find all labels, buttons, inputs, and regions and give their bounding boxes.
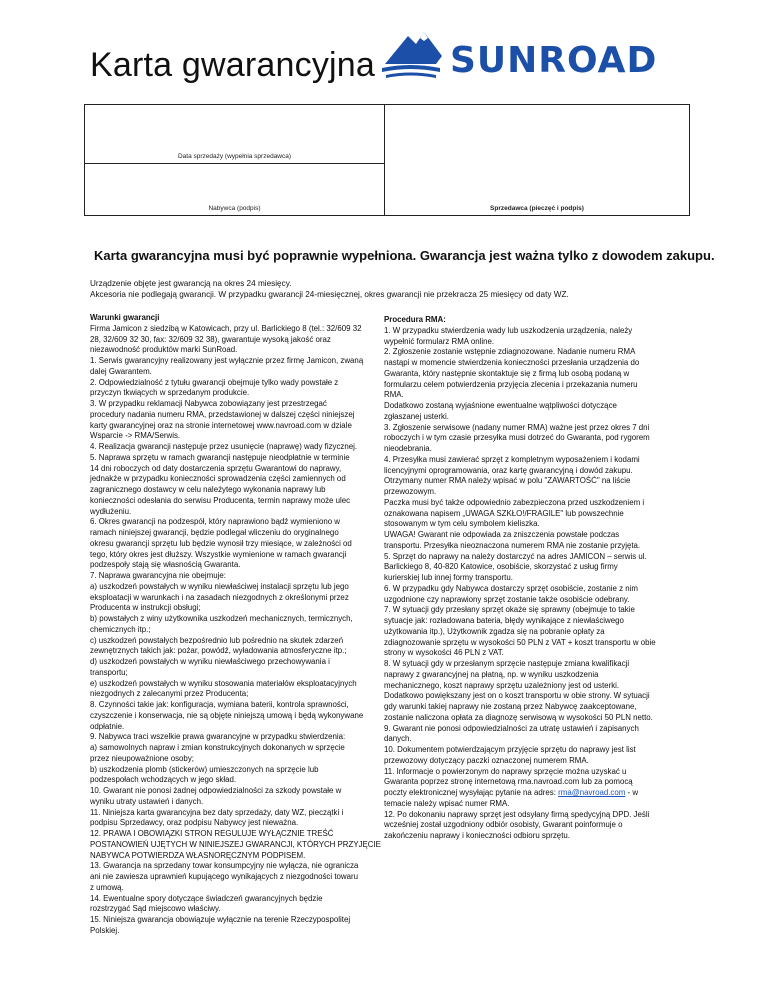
procedure-line: Paczka musi być także odpowiednio zabezpieczona przed uszkodzeniem i	[384, 497, 645, 507]
sale-form	[84, 104, 690, 216]
terms-line: c) uszkodzeń powstałych bezpośrednio lub pośrednio na skutek zdarzeń	[90, 635, 344, 645]
procedure-line: gdy warunki takiej naprawy nie zostaną przez Nabywcę zaakceptowane,	[384, 702, 637, 711]
terms-line: a) uszkodzeń powstałych w wyniku niewłaściwej instalacji sprzętu lub jego	[90, 581, 349, 591]
terms-line: niezawodność produktów marki SunRoad.	[90, 345, 238, 355]
terms-line: jednakże w przypadku konieczności sprowadzenia części zamiennych od	[90, 474, 346, 484]
terms-line: a) samowolnych napraw i zmian konstrukcyjnych dokonanych w sprzęcie	[90, 743, 345, 752]
procedure-line: przewozowym.	[384, 487, 437, 496]
procedure-line: nastąpi w momencie stwierdzenia konieczności przesłania urządzenia do	[384, 358, 640, 367]
buyer-signature-label: Nabywca (podpis)	[208, 205, 261, 212]
terms-line: rozstrzygać Sąd miejscowo właściwy.	[90, 904, 221, 914]
procedure-line: RMA.	[384, 390, 404, 400]
terms-line: dalej Gwarantem.	[90, 366, 152, 376]
terms-line: 13. Gwarancja na sprzedany towar konsumpcyjny nie wyłącza, nie ogranicza	[90, 861, 359, 871]
procedure-line: oznakowana napisem „UWAGA SZKŁO!/FRAGILE" lub powszechnie	[384, 508, 624, 518]
terms-line: 3. W przypadku reklamacji Nabywca zobowiązany jest przestrzegać	[90, 399, 327, 408]
terms-line: odpłatnie.	[90, 721, 125, 731]
terms-line: e) uszkodzeń powstałych w wyniku stosowania materiałów eksploatacyjnych	[90, 678, 357, 688]
terms-line: 4. Realizacja gwarancji następuje przez usunięcie (naprawę) wady fizycznej.	[90, 442, 358, 451]
procedure-text: poczty elektronicznej wysyłając pytanie na adres:	[384, 788, 559, 797]
procedure-line: 1. W przypadku stwierdzenia wady lub uszkodzenia urządzenia, należy	[384, 325, 633, 335]
procedure-line: zakończeniu naprawy i konieczności odbioru sprzętu.	[384, 831, 570, 840]
terms-line: d) uszkodzeń powstałych w wyniku niewłaściwego przechowywania i	[90, 657, 330, 666]
procedure-line: zostanie naliczona opłata za diagnozę serwisową w wysokości 50 PLN netto.	[384, 712, 653, 722]
procedure-line: danych.	[384, 734, 412, 744]
terms-line: b) powstałych z winy użytkownika uszkodzeń mechanicznych, termicznych,	[90, 614, 353, 623]
terms-line: Firma Jamicon z siedzibą w Katowicach, przy ul. Barlickiego 8 (tel.: 32/609 32	[90, 323, 362, 333]
terms-line: zewnętrznych takich jak: pożar, powódź, wyładowania atmosferyczne itp.;	[90, 646, 347, 656]
terms-line: 12. PRAWA I OBOWIĄZKI STRON REGULUJE WYŁĄCZNIE TREŚĆ	[90, 829, 334, 838]
terms-line: przyczyn tkwiących w sprzedanym produkcie.	[90, 388, 250, 398]
terms-line: ani nie zawiesza uprawnień kupującego wynikających z niezgodności towaru	[90, 872, 358, 881]
procedure-text: - w	[625, 788, 639, 797]
procedure-line: użytkowania itp.), Użytkownik zgadza się na pobranie opłaty za	[384, 626, 605, 636]
procedure-line: 4. Przesyłka musi zawierać sprzęt z kompletnym wyposażeniem i kodami	[384, 454, 640, 464]
logo-text: SUNROAD	[450, 40, 658, 81]
terms-line: 11. Niniejsza karta gwarancyjna bez daty sprzedaży, daty WZ, pieczątki i	[90, 807, 344, 817]
procedure-line: mechanicznego, koszt naprawy sprzętu uzależniony jest od usterki.	[384, 680, 620, 690]
procedure-line: sytuacje jak: rozładowana bateria, błędy wynikające z niewłaściwego	[384, 616, 624, 625]
terms-line: okresu gwarancji sprzętu lub będzie wynosił trzy miesiące, w zależności od	[90, 538, 352, 548]
procedure-line: zgłaszanej usterki.	[384, 411, 449, 421]
terms-line: Polskiej.	[90, 925, 120, 935]
procedure-line: przewozowy dotyczący paczki oznaczonej numerem RMA.	[384, 755, 589, 765]
procedure-line: 10. Dokumentem potwierdzającym przyjęcie sprzętu do naprawy jest list	[384, 745, 636, 754]
terms-line: podzespołach wchodzących w jego skład.	[90, 775, 237, 785]
procedure-line: Otrzymany numer RMA należy wpisać w polu "ZAWARTOŚĆ" na liście	[384, 476, 631, 486]
terms-line: 14 dni roboczych od daty dostarczenia sprzętu Gwarantowi do naprawy,	[90, 463, 342, 473]
terms-line: podpisu Sprzedawcy, oraz podpisu Nabywcy jest nieważna.	[90, 818, 299, 828]
procedure-line: Dodatkowo zostaną wyjaśnione ewentualne wątpliwości dotyczące	[384, 401, 617, 410]
terms-line: 7. Naprawa gwarancyjna nie obejmuje:	[90, 571, 226, 580]
terms-line: 15. Niniejsza gwarancja obowiązuje wyłącznie na terenie Rzeczypospolitej	[90, 915, 351, 924]
procedure-line	[384, 788, 690, 799]
rma-email-link[interactable]: rma@navroad.com	[558, 788, 626, 797]
procedure-line: transportu. Przesyłka nieoznaczona numerem RMA nie zostanie przyjęta.	[384, 540, 641, 550]
procedure-line: zdiagnozowanie sprzętu w wysokości 50 PLN z VAT + koszt transportu w obie	[384, 637, 656, 647]
form-left-column	[85, 105, 385, 215]
procedure-line: UWAGA! Gwarant nie odpowiada za zniszczenia powstałe podczas	[384, 530, 620, 539]
terms-line: procedury nadania numeru RMA, przedstawionej w dalszej części niniejszej	[90, 409, 355, 419]
terms-line: NABYWCA POTWIERDZA WŁASNORĘCZNYM PODPISEM.	[90, 850, 306, 860]
terms-line: 9. Nabywca traci wszelkie prawa gwarancyjne w przypadku stwierdzenia:	[90, 732, 346, 742]
procedure-line: nieodebrania.	[384, 444, 432, 453]
terms-line: 10. Gwarant nie ponosi żadnej odpowiedzialności za szkody powstałe w	[90, 786, 342, 795]
mountain-icon	[380, 22, 680, 92]
terms-line: POSTANOWIEŃ UJĘTYCH W NINIEJSZEJ GWARANCJI, KTÓRYCH PRZYJĘCIE	[90, 839, 381, 849]
procedure-line: 6. W przypadku gdy Nabywca dostarczy sprzęt osobiście, zostanie z nim	[384, 583, 638, 593]
terms-line: 2. Odpowiedzialność z tytułu gwarancji obejmuje tylko wady powstałe z	[90, 377, 339, 387]
procedure-line: formularzu celem potwierdzenia przyjęcia zlecenia i przekazania numeru	[384, 379, 638, 389]
terms-line: 8. Czynności takie jak: konfiguracja, wymiana baterii, kontrola sprawności,	[90, 700, 349, 709]
procedure-line: kurierskiej lub innej formy transportu.	[384, 573, 513, 582]
terms-line: podzespoły stają się własnością Gwaranta.	[90, 560, 241, 570]
terms-line: tego, który okres jest dłuższy. Wszystkie wymienione w ramach gwarancji	[90, 549, 347, 559]
procedure-line: 2. Zgłoszenie zostanie wstępnie zdiagnozowane. Nadanie numeru RMA	[384, 347, 636, 357]
terms-line: konieczności odesłania do serwisu Producenta, termin naprawy może ulec	[90, 495, 351, 505]
terms-line: ramach niniejszej gwarancji, będzie podlegał wliczeniu do oryginalnego	[90, 528, 339, 537]
procedure-line: wcześniej został uzgodniony odbiór osobisty, Gwarant poinformuje o	[384, 820, 623, 830]
procedure-line: Barlickiego 8, 40-820 Katowice, osobiście, skorzystać z usług firmy	[384, 562, 618, 572]
intro-text	[90, 278, 569, 300]
terms-line: wyniku utraty ustawień i danych.	[90, 796, 204, 806]
warranty-terms	[90, 313, 381, 937]
form-divider	[85, 163, 384, 164]
warranty-terms-heading: Warunki gwarancji	[90, 313, 160, 322]
terms-line: 28, 32/609 32 30, fax: 32/609 32 38), gwarantuje wysoką jakość oraz	[90, 334, 331, 344]
procedure-line: licencyjnymi oprogramowania, oraz kartę gwarancyjną i dowód zakupu.	[384, 465, 633, 475]
terms-line: karty gwarancyjnej oraz na stronie internetowej www.navroad.com w dziale	[90, 420, 352, 430]
terms-line: 5. Naprawa sprzętu w ramach gwarancji następuje nieodpłatnie w terminie	[90, 452, 350, 462]
intro-line: Akcesoria nie podlegają gwarancji. W przypadku gwarancji 24-miesięcznej, okres gwarancji nie przekracza 25 miesięcy od daty WZ.	[90, 290, 569, 299]
sunroad-logo	[380, 22, 680, 92]
procedure-line: 3. Zgłoszenie serwisowe (nadany numer RMA) ważne jest przez okres 7 dni	[384, 422, 650, 432]
procedure-line: 5. Sprzęt do naprawy na należy dostarczyć na adres JAMICON – serwis ul.	[384, 551, 647, 561]
procedure-line: strony w wysokości 46 PLN z VAT.	[384, 648, 504, 658]
procedure-line: Gwaranta poprzez stronę internetową rma.navroad.com lub za pomocą	[384, 777, 633, 787]
terms-line: czyszczenie i konserwacja, nie są objęte niniejszą umową i będą wykonywane	[90, 710, 364, 720]
terms-line: transportu;	[90, 667, 128, 677]
procedure-line: Gwaranta, który następnie skontaktuje się z firmą lub osobą podaną w	[384, 368, 630, 378]
intro-line: Urządzenie objęte jest gwarancją na okres 24 miesięcy.	[90, 279, 292, 288]
terms-line: Producenta w instrukcji obsługi;	[90, 603, 201, 613]
terms-line: eksploatacji w warunkach i na zasadach niezgodnych z określonymi przez	[90, 592, 349, 602]
procedure-line: 7. W sytuacji gdy przesłany sprzęt okaże się sprawny (obejmuje to takie	[384, 605, 635, 615]
seller-stamp-label: Sprzedawca (pieczęć i podpis)	[490, 205, 584, 212]
procedure-line: uzgodnione czy naprawiony sprzęt zostanie także osobiście odebrany.	[384, 594, 630, 604]
terms-line: niezgodnych z zalecanymi przez Producenta;	[90, 689, 249, 699]
terms-line: Wsparcie -> RMA/Serwis.	[90, 431, 181, 441]
procedure-line: 12. Po dokonaniu naprawy sprzęt jest odsyłany firmą spedycyjną DPD. Jeśli	[384, 809, 650, 819]
procedure-line: wypełnić formularz RMA online.	[384, 336, 495, 346]
sale-date-label: Data sprzedaży (wypełnia sprzedawca)	[177, 153, 292, 160]
rma-procedure-heading: Procedura RMA:	[384, 315, 446, 324]
terms-line: 14. Ewentualne spory dotyczące świadczeń gwarancyjnych będzie	[90, 893, 323, 903]
procedure-line: 9. Gwarant nie ponosi odpowiedzialności za utratę ustawień i zapisanych	[384, 723, 639, 733]
terms-line: przez nieupoważnione osoby;	[90, 753, 194, 763]
terms-line: b) uszkodzenia plomb (stickerów) umieszczonych na sprzęcie lub	[90, 764, 319, 774]
procedure-line: stosowanym w tym celu symbolem kieliszka.	[384, 519, 540, 529]
terms-line: 6. Okres gwarancji na podzespół, który naprawiono bądź wymieniono w	[90, 517, 340, 527]
procedure-line: roboczych i w tym czasie przesyłka musi dotrzeć do Gwaranta, pod rygorem	[384, 433, 650, 443]
procedure-line: naprawy z gwarancyjnej na płatną, np. w wyniku uszkodzenia	[384, 669, 599, 679]
terms-line: zagranicznego dostawcy w celu należytego wykonania naprawy lub	[90, 485, 326, 494]
page-title: Karta gwarancyjna	[90, 46, 375, 84]
procedure-line: 11. Informacje o powierzonym do naprawy sprzęcie można uzyskać u	[384, 766, 627, 776]
procedure-line: Dodatkowo powiększany jest on o koszt transportu w obie strony. W sytuacji	[384, 691, 650, 701]
validity-notice: Karta gwarancyjna musi być poprawnie wypełniona. Gwarancja jest ważna tylko z dowodem zakupu.	[94, 248, 715, 263]
terms-line: z umową.	[90, 882, 124, 892]
terms-line: wydłużeniu.	[90, 506, 132, 516]
procedure-line: 8. W sytuacji gdy w przesłanym sprzęcie następuje zmiana kwalifikacji	[384, 659, 630, 668]
procedure-line: temacie należy wpisać numer RMA.	[384, 798, 510, 808]
terms-line: 1. Serwis gwarancyjny realizowany jest wyłącznie przez firmę Jamicon, zwaną	[90, 356, 364, 365]
rma-procedure	[384, 315, 690, 842]
terms-line: chemicznych itp.;	[90, 624, 151, 634]
